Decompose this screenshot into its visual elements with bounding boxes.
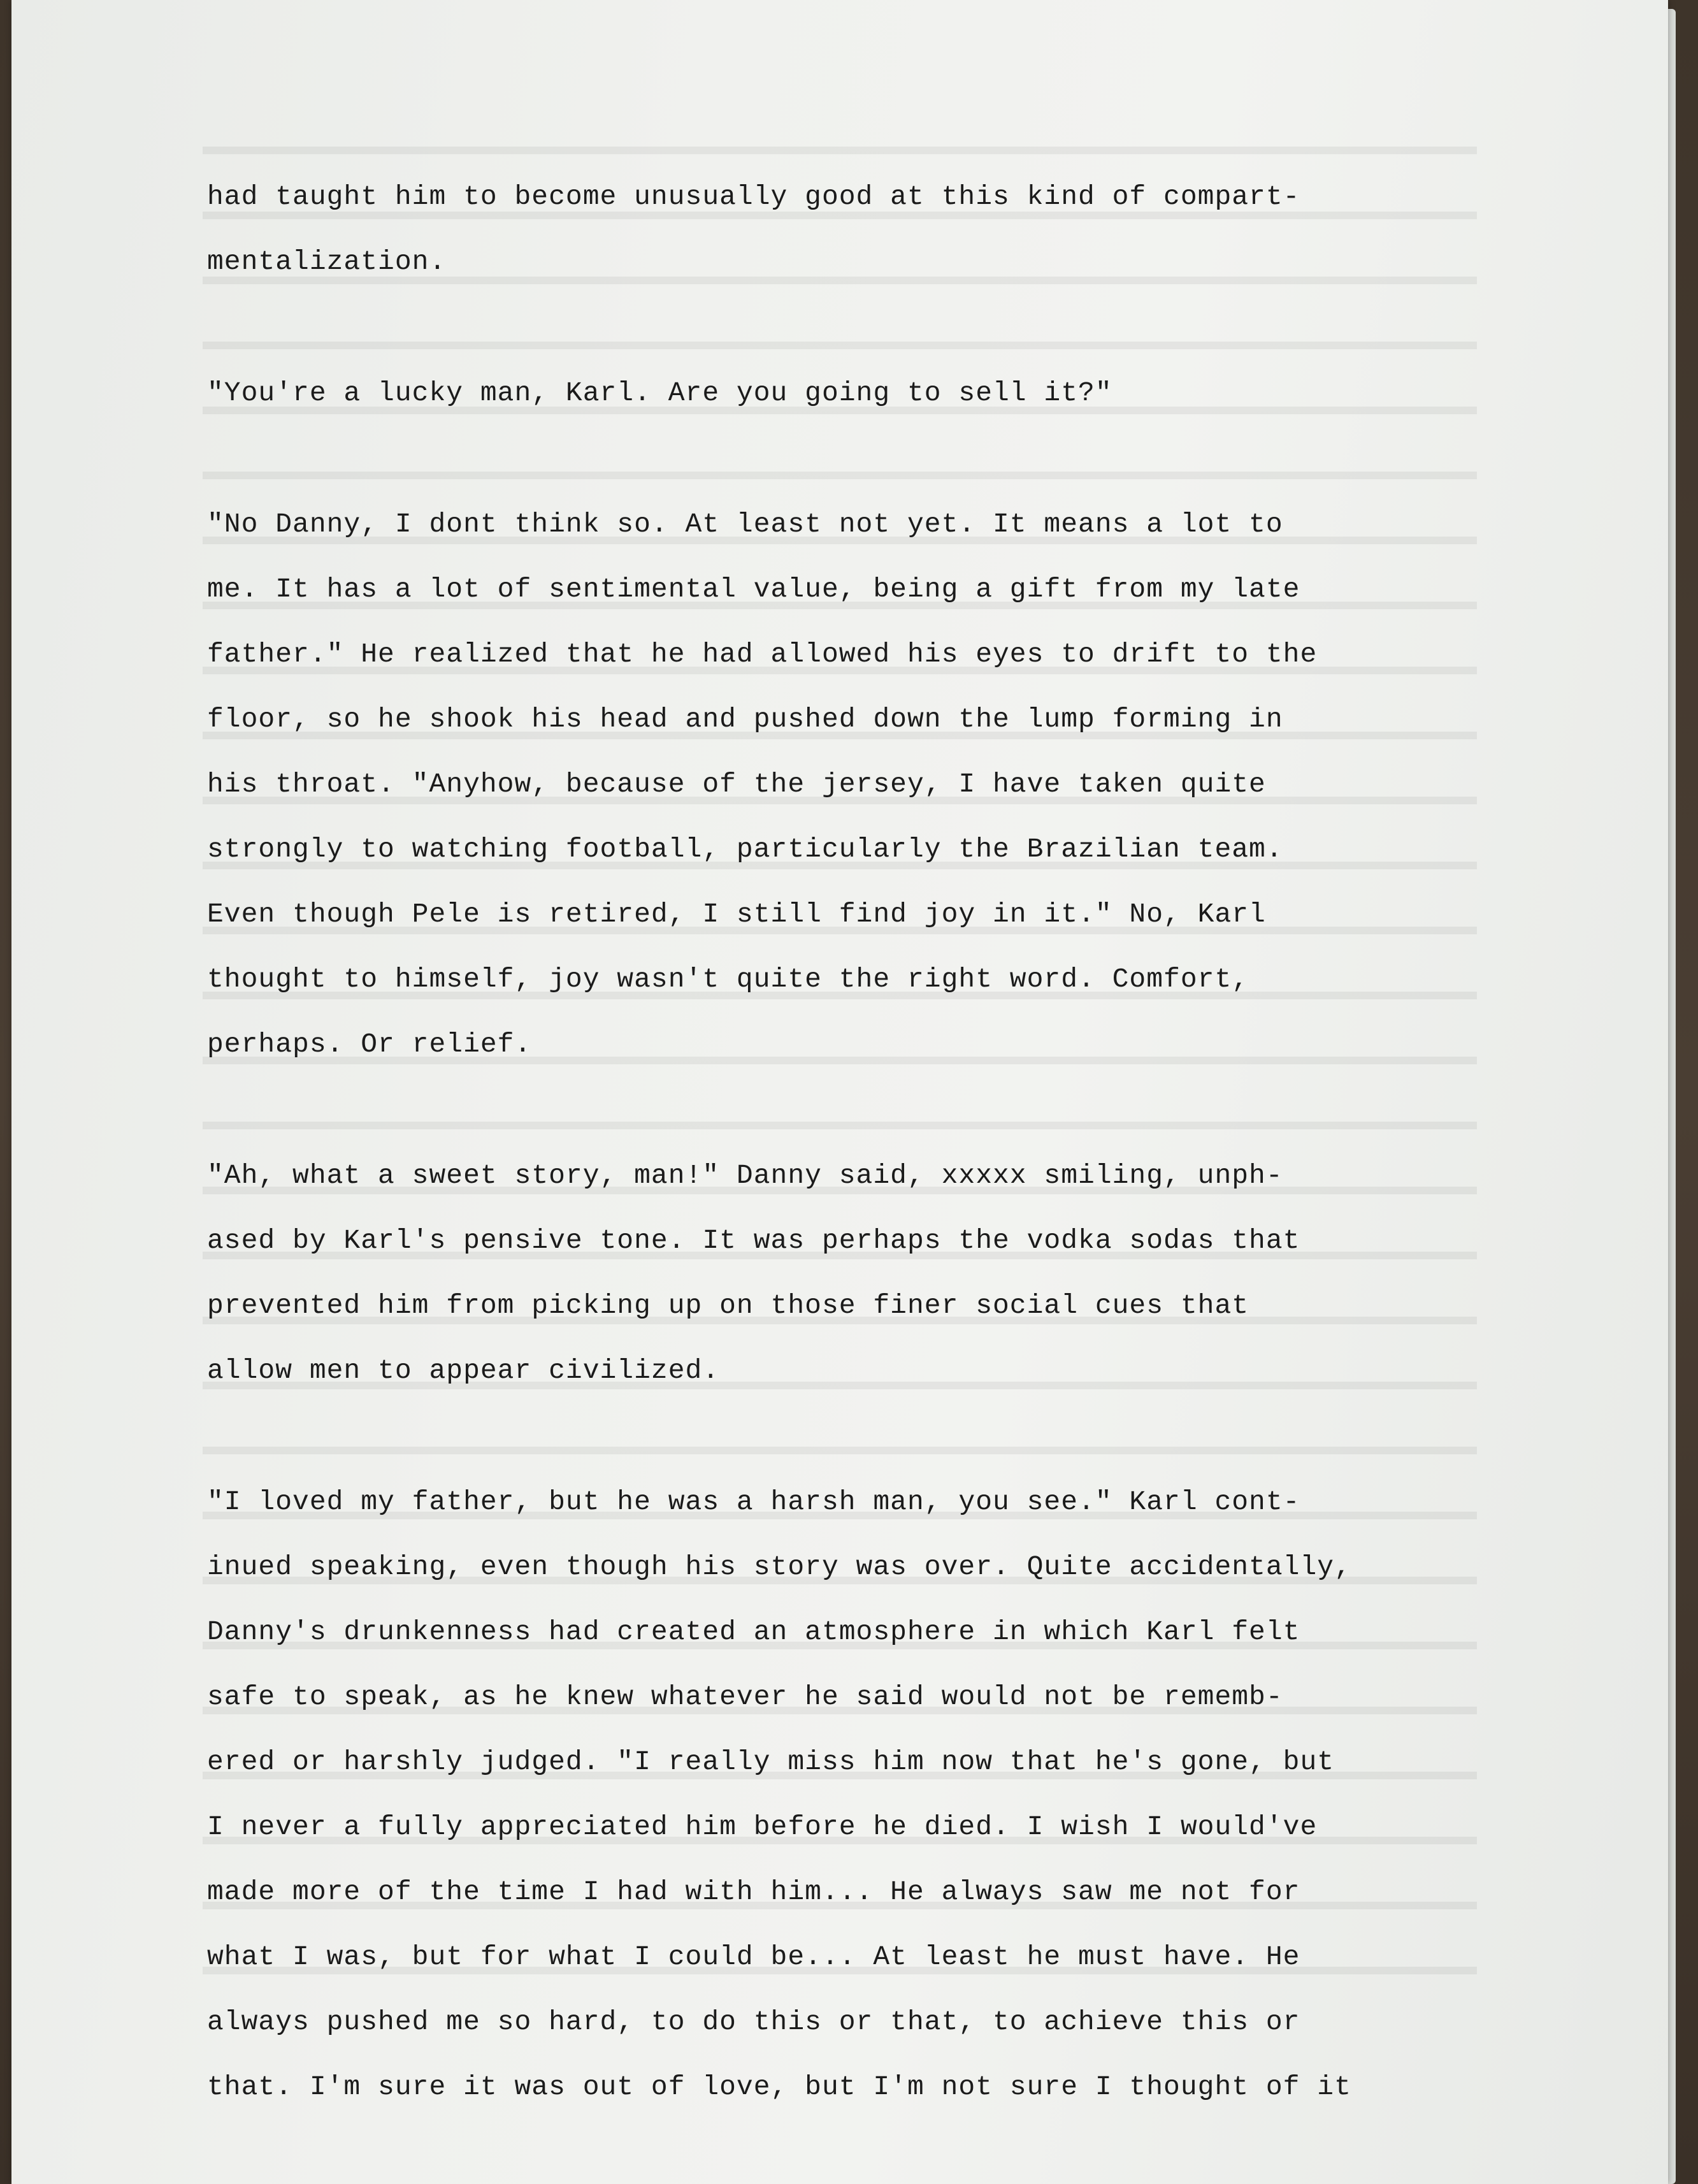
text-line: me. It has a lot of sentimental value, being a gift from my late xyxy=(207,574,1300,605)
text-line: ased by Karl's pensive tone. It was perhaps the vodka sodas that xyxy=(207,1225,1300,1256)
paragraph-break xyxy=(207,294,1558,361)
text-line: father." He realized that he had allowed his eyes to drift to the xyxy=(207,639,1318,670)
text-line: his throat. "Anyhow, because of the jersey, I have taken quite xyxy=(207,769,1266,800)
text-line: "I loved my father, but he was a harsh man, you see." Karl cont- xyxy=(207,1486,1300,1517)
text-line: Even though Pele is retired, I still find joy in it." No, Karl xyxy=(207,899,1266,930)
text-line: allow men to appear civilized. xyxy=(207,1355,720,1386)
paragraph xyxy=(207,1143,1558,1403)
paragraph-break xyxy=(207,426,1558,492)
text-line: strongly to watching football, particularly the Brazilian team. xyxy=(207,834,1283,865)
text-line: "No Danny, I dont think so. At least not yet. It means a lot to xyxy=(207,509,1283,540)
paragraph xyxy=(207,361,1558,426)
text-line: ered or harshly judged. "I really miss him now that he's gone, but xyxy=(207,1746,1335,1777)
text-line: made more of the time I had with him... He always saw me not for xyxy=(207,1876,1300,1907)
paragraph-break xyxy=(207,1077,1558,1143)
text-line: "You're a lucky man, Karl. Are you going to sell it?" xyxy=(207,377,1112,409)
text-line: always pushed me so hard, to do this or that, to achieve this or xyxy=(207,2006,1300,2037)
paragraph xyxy=(207,164,1558,294)
text-line: I never a fully appreciated him before he died. I wish I would've xyxy=(207,1811,1318,1842)
text-line: safe to speak, as he knew whatever he said would not be rememb- xyxy=(207,1681,1283,1712)
text-line: Danny's drunkenness had created an atmosphere in which Karl felt xyxy=(207,1616,1300,1647)
text-line: mentalization. xyxy=(207,246,447,277)
text-line: floor, so he shook his head and pushed down the lump forming in xyxy=(207,704,1283,735)
text-line: inued speaking, even though his story was over. Quite accidentally, xyxy=(207,1551,1351,1582)
paragraph xyxy=(207,1470,1558,2120)
text-line: "Ah, what a sweet story, man!" Danny said, xxxxx smiling, unph- xyxy=(207,1160,1283,1191)
text-line: what I was, but for what I could be... At least he must have. He xyxy=(207,1941,1300,1972)
paragraph-break xyxy=(207,1403,1558,1470)
text-line: prevented him from picking up on those finer social cues that xyxy=(207,1290,1249,1321)
paragraph xyxy=(207,492,1558,1077)
text-line: thought to himself, joy wasn't quite the right word. Comfort, xyxy=(207,964,1249,995)
text-line: had taught him to become unusually good at this kind of compart- xyxy=(207,181,1300,212)
text-line: that. I'm sure it was out of love, but I'm not sure I thought of it xyxy=(207,2071,1351,2102)
text-line: perhaps. Or relief. xyxy=(207,1029,532,1060)
typed-text-body xyxy=(207,164,1558,2120)
